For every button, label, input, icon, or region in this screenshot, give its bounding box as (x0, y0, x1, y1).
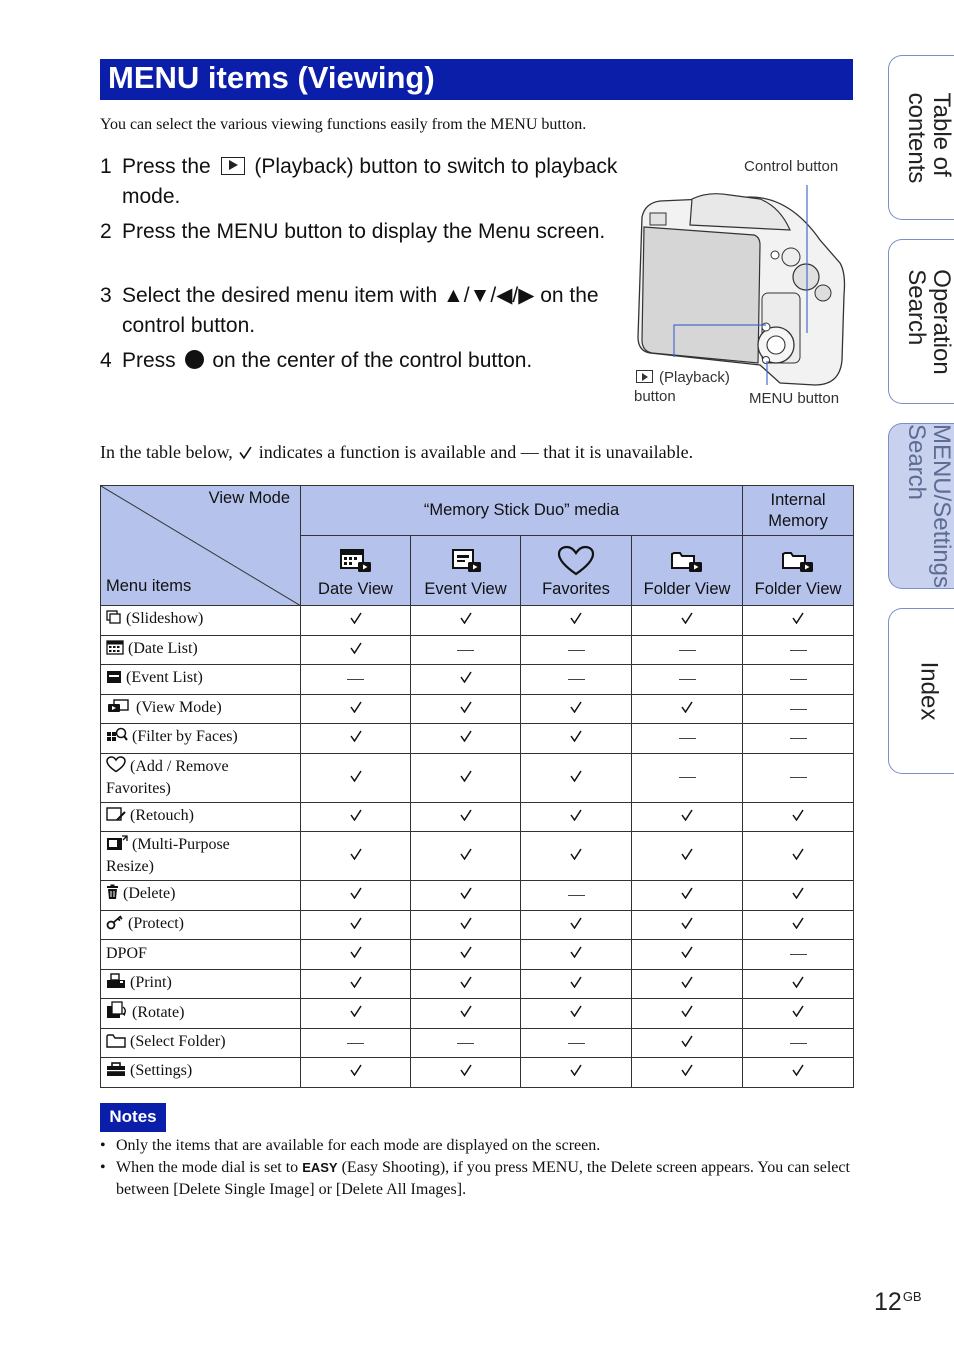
step-2-text: Press the MENU button to display the Menu screen. (122, 220, 606, 243)
cell-date-view (301, 694, 411, 724)
row-label-text: (Protect) (128, 914, 184, 932)
table-row (101, 1058, 854, 1088)
table-corner (101, 486, 301, 606)
cell-event-view (411, 694, 521, 724)
row-label (101, 910, 301, 940)
check-icon (681, 701, 693, 713)
note-1 (100, 1135, 860, 1157)
cell-favorites (521, 635, 632, 665)
cell-folder-view (632, 999, 743, 1029)
check-icon (681, 1035, 693, 1047)
row-label (101, 753, 301, 802)
step-1-post: (Playback) button to switch to playback mode. (122, 155, 618, 208)
step-3-number: 3 (100, 284, 112, 307)
tab-operation-search[interactable] (888, 239, 954, 404)
unavailable-dash (347, 679, 364, 680)
cell-folder-view-internal (743, 665, 854, 695)
rotate-icon (106, 1001, 128, 1025)
cell-folder-view-internal (743, 724, 854, 754)
check-icon (239, 446, 252, 459)
tab-menu-settings-search-label: MENU/Settings Search (902, 423, 954, 589)
cell-folder-view (632, 724, 743, 754)
row-label (101, 802, 301, 832)
check-icon (570, 848, 582, 860)
cell-folder-view (632, 665, 743, 695)
legend-post: indicates a function is available and — that it is unavailable. (258, 442, 694, 462)
tab-index-label: Index (915, 661, 942, 721)
check-icon (350, 770, 362, 782)
cell-favorites (521, 969, 632, 999)
cell-folder-view-internal (743, 1028, 854, 1058)
key-icon (106, 915, 124, 936)
cell-event-view (411, 1058, 521, 1088)
page-title: MENU items (Viewing) (108, 60, 435, 95)
check-icon (681, 1064, 693, 1076)
cell-folder-view (632, 969, 743, 999)
check-icon (570, 730, 582, 742)
note-2-post: (Easy Shooting), if you press MENU, the Delete screen appears. You can select between [Delete Single Image] or [Delete All Images]. (116, 1159, 850, 1198)
row-label (101, 1028, 301, 1058)
check-icon (350, 887, 362, 899)
row-label (101, 999, 301, 1029)
cell-event-view (411, 753, 521, 802)
check-icon (792, 848, 804, 860)
check-icon (681, 887, 693, 899)
col-favorites (521, 536, 632, 606)
cell-date-view (301, 1028, 411, 1058)
easy-mode-icon: EASY (302, 1160, 338, 1175)
step-1-text (122, 152, 622, 212)
check-icon (460, 1005, 472, 1017)
menu-items-header: Menu items (106, 577, 192, 595)
check-icon (460, 976, 472, 988)
cell-folder-view (632, 832, 743, 881)
view-mode-icon (106, 698, 132, 720)
view-mode-header: View Mode (208, 489, 290, 507)
tab-index[interactable] (888, 608, 954, 774)
tab-operation-search-label: Operation Search (902, 268, 954, 375)
cell-date-view (301, 969, 411, 999)
cell-folder-view-internal (743, 940, 854, 970)
check-icon (460, 809, 472, 821)
cell-folder-view-internal (743, 969, 854, 999)
note-bullet: • (100, 1137, 106, 1154)
cell-folder-view (632, 802, 743, 832)
row-label-text: (Filter by Faces) (132, 728, 238, 746)
cell-favorites (521, 694, 632, 724)
cell-folder-view-internal (743, 1058, 854, 1088)
cell-event-view (411, 635, 521, 665)
row-label-text: (Delete) (123, 885, 176, 903)
check-icon (570, 917, 582, 929)
unavailable-dash (679, 777, 696, 778)
folder-view-icon (781, 548, 815, 574)
cell-event-view (411, 1028, 521, 1058)
row-label-text: (Date List) (128, 639, 198, 657)
check-icon (792, 1005, 804, 1017)
check-icon (350, 1005, 362, 1017)
note-2 (100, 1157, 852, 1201)
check-icon (570, 701, 582, 713)
check-icon (460, 887, 472, 899)
row-label-text: (Retouch) (130, 806, 194, 824)
check-icon (460, 1064, 472, 1076)
col-favorites-label: Favorites (542, 580, 610, 598)
row-label-text-2: Resize) (106, 858, 154, 875)
cell-folder-view-internal (743, 881, 854, 911)
check-icon (570, 1005, 582, 1017)
check-icon (570, 976, 582, 988)
step-3-text: Select the desired menu item with ▲/▼/◀/▶ on the control button. (122, 284, 599, 337)
playback-button-label: button (634, 388, 676, 405)
folder-icon (106, 1033, 126, 1054)
tab-table-of-contents[interactable] (888, 55, 954, 220)
filter-faces-icon (106, 727, 128, 749)
check-icon (792, 809, 804, 821)
cell-folder-view (632, 694, 743, 724)
check-icon (570, 770, 582, 782)
check-icon (460, 848, 472, 860)
row-label-text: (Rotate) (132, 1004, 185, 1022)
check-icon (460, 946, 472, 958)
check-icon (681, 917, 693, 929)
cell-folder-view-internal (743, 606, 854, 636)
unavailable-dash (790, 679, 807, 680)
cell-event-view (411, 802, 521, 832)
notes-tag: Notes (100, 1103, 166, 1132)
resize-icon (106, 835, 128, 857)
table-row (101, 724, 854, 754)
unavailable-dash (568, 895, 585, 896)
slideshow-icon (106, 610, 122, 631)
cell-date-view (301, 665, 411, 695)
unavailable-dash (568, 1043, 585, 1044)
toolbox-icon (106, 1062, 126, 1083)
table-row (101, 881, 854, 911)
cell-event-view (411, 665, 521, 695)
check-icon (681, 946, 693, 958)
menu-items-table (100, 485, 854, 1088)
note-bullet: • (100, 1159, 106, 1176)
legend-line (100, 442, 693, 463)
check-icon (350, 946, 362, 958)
cell-date-view (301, 802, 411, 832)
cell-event-view (411, 999, 521, 1029)
table-row (101, 969, 854, 999)
tab-table-of-contents-label: Table of contents (902, 92, 954, 183)
intro-text: You can select the various viewing functions easily from the MENU button. (100, 116, 587, 133)
unavailable-dash (790, 954, 807, 955)
camera-illustration (630, 185, 850, 395)
table-row (101, 832, 854, 881)
row-label-text: (Slideshow) (126, 610, 204, 628)
unavailable-dash (568, 679, 585, 680)
unavailable-dash (790, 738, 807, 739)
check-icon (350, 809, 362, 821)
row-label-text: (Event List) (126, 669, 203, 687)
cell-favorites (521, 753, 632, 802)
check-icon (350, 701, 362, 713)
playback-label-text: (Playback) (659, 369, 730, 386)
unavailable-dash (679, 650, 696, 651)
row-label (101, 694, 301, 724)
row-label (101, 1058, 301, 1088)
cell-folder-view (632, 753, 743, 802)
col-event-view-label: Event View (424, 580, 507, 598)
cell-folder-view (632, 881, 743, 911)
check-icon (460, 701, 472, 713)
table-row (101, 940, 854, 970)
cell-folder-view (632, 910, 743, 940)
step-4-pre: Press (122, 349, 176, 372)
step-4-post: on the center of the control button. (212, 349, 533, 372)
cell-folder-view (632, 635, 743, 665)
cell-event-view (411, 832, 521, 881)
playback-icon (636, 370, 653, 383)
col-event-view (411, 536, 521, 606)
check-icon (350, 976, 362, 988)
table-row (101, 694, 854, 724)
cell-favorites (521, 1058, 632, 1088)
cell-folder-view (632, 606, 743, 636)
check-icon (681, 612, 693, 624)
check-icon (792, 887, 804, 899)
date-view-icon (339, 548, 373, 574)
unavailable-dash (457, 650, 474, 651)
unavailable-dash (790, 777, 807, 778)
cell-favorites (521, 802, 632, 832)
row-label-text: DPOF (106, 945, 147, 963)
row-label (101, 940, 301, 970)
step-1-number: 1 (100, 155, 112, 178)
note-2-pre: When the mode dial is set to (116, 1159, 299, 1176)
control-button-label: Control button (744, 158, 839, 175)
cell-date-view (301, 753, 411, 802)
row-label (101, 635, 301, 665)
row-label (101, 606, 301, 636)
row-label-text: (Settings) (130, 1062, 193, 1080)
row-label-text-2: Favorites) (106, 780, 171, 797)
check-icon (460, 730, 472, 742)
internal-memory-header: Internal Memory (743, 486, 854, 536)
cell-folder-view-internal (743, 910, 854, 940)
cell-folder-view (632, 1028, 743, 1058)
cell-folder-view-internal (743, 694, 854, 724)
check-icon (570, 1064, 582, 1076)
row-label-text: (Print) (130, 973, 172, 991)
cell-date-view (301, 1058, 411, 1088)
menu-button-label: MENU button (749, 390, 840, 407)
cell-favorites (521, 606, 632, 636)
favorites-heart-icon (557, 545, 595, 577)
check-icon (460, 612, 472, 624)
cell-event-view (411, 940, 521, 970)
check-icon (350, 1064, 362, 1076)
note-2-text (116, 1157, 852, 1201)
row-label (101, 665, 301, 695)
date-list-icon (106, 640, 124, 661)
check-icon (792, 917, 804, 929)
table-row (101, 665, 854, 695)
tab-menu-settings-search[interactable] (888, 423, 954, 589)
table-body (101, 606, 854, 1088)
unavailable-dash (457, 1043, 474, 1044)
step-1-pre: Press the (122, 155, 211, 178)
table-row (101, 999, 854, 1029)
cell-favorites (521, 999, 632, 1029)
page-number (874, 1288, 922, 1317)
cell-date-view (301, 832, 411, 881)
check-icon (460, 770, 472, 782)
row-label (101, 969, 301, 999)
check-icon (681, 848, 693, 860)
event-view-icon (449, 548, 483, 574)
row-label (101, 881, 301, 911)
check-icon (681, 809, 693, 821)
cell-favorites (521, 910, 632, 940)
playback-icon (221, 157, 245, 175)
check-icon (570, 946, 582, 958)
playback-label (636, 369, 730, 386)
check-icon (570, 809, 582, 821)
unavailable-dash (568, 650, 585, 651)
unavailable-dash (679, 738, 696, 739)
row-label-text: (View Mode) (136, 698, 222, 716)
cell-date-view (301, 910, 411, 940)
page-number-value: 12 (874, 1288, 902, 1316)
cell-event-view (411, 724, 521, 754)
note-1-text: Only the items that are available for each mode are displayed on the screen. (116, 1137, 601, 1154)
col-date-view-label: Date View (318, 580, 393, 598)
cell-folder-view-internal (743, 635, 854, 665)
cell-favorites (521, 881, 632, 911)
check-icon (350, 848, 362, 860)
unavailable-dash (347, 1043, 364, 1044)
check-icon (350, 730, 362, 742)
cell-date-view (301, 724, 411, 754)
cell-date-view (301, 635, 411, 665)
check-icon (350, 612, 362, 624)
cell-event-view (411, 881, 521, 911)
memory-stick-header: “Memory Stick Duo” media (301, 486, 743, 536)
unavailable-dash (679, 679, 696, 680)
legend-pre: In the table below, (100, 442, 233, 462)
favorite-heart-icon (106, 756, 126, 779)
table-row (101, 606, 854, 636)
folder-view-icon (670, 548, 704, 574)
cell-favorites (521, 665, 632, 695)
table-row (101, 753, 854, 802)
table-row (101, 910, 854, 940)
cell-folder-view-internal (743, 753, 854, 802)
step-2-number: 2 (100, 220, 112, 243)
col-folder-view (632, 536, 743, 606)
col-folder-view-label: Folder View (643, 580, 731, 598)
check-icon (350, 642, 362, 654)
cell-date-view (301, 881, 411, 911)
row-label (101, 832, 301, 881)
col-folder-view-internal-label: Folder View (754, 580, 842, 598)
check-icon (570, 612, 582, 624)
check-icon (792, 976, 804, 988)
unavailable-dash (790, 1043, 807, 1044)
trash-icon (106, 884, 119, 906)
unavailable-dash (790, 650, 807, 651)
row-label (101, 724, 301, 754)
cell-favorites (521, 1028, 632, 1058)
cell-folder-view-internal (743, 802, 854, 832)
cell-event-view (411, 606, 521, 636)
check-icon (350, 917, 362, 929)
unavailable-dash (790, 709, 807, 710)
cell-favorites (521, 832, 632, 881)
page-number-suffix: GB (902, 1289, 922, 1304)
step-4-number: 4 (100, 349, 112, 372)
table-row (101, 802, 854, 832)
check-icon (681, 1005, 693, 1017)
step-4-text (122, 346, 622, 376)
cell-folder-view (632, 940, 743, 970)
check-icon (792, 1064, 804, 1076)
cell-favorites (521, 724, 632, 754)
col-date-view (301, 536, 411, 606)
cell-date-view (301, 606, 411, 636)
cell-event-view (411, 969, 521, 999)
check-icon (681, 976, 693, 988)
center-dot-icon (185, 350, 204, 369)
cell-folder-view-internal (743, 999, 854, 1029)
row-label-text: (Select Folder) (130, 1032, 226, 1050)
event-list-icon (106, 670, 122, 690)
row-label-text: (Add / Remove (130, 758, 229, 775)
cell-date-view (301, 940, 411, 970)
table-row (101, 1028, 854, 1058)
cell-folder-view (632, 1058, 743, 1088)
table-row (101, 635, 854, 665)
print-icon (106, 973, 126, 995)
cell-date-view (301, 999, 411, 1029)
cell-event-view (411, 910, 521, 940)
check-icon (460, 671, 472, 683)
check-icon (792, 612, 804, 624)
row-label-text: (Multi-Purpose (132, 836, 230, 853)
col-folder-view-internal (743, 536, 854, 606)
cell-favorites (521, 940, 632, 970)
cell-folder-view-internal (743, 832, 854, 881)
check-icon (460, 917, 472, 929)
retouch-icon (106, 806, 126, 828)
